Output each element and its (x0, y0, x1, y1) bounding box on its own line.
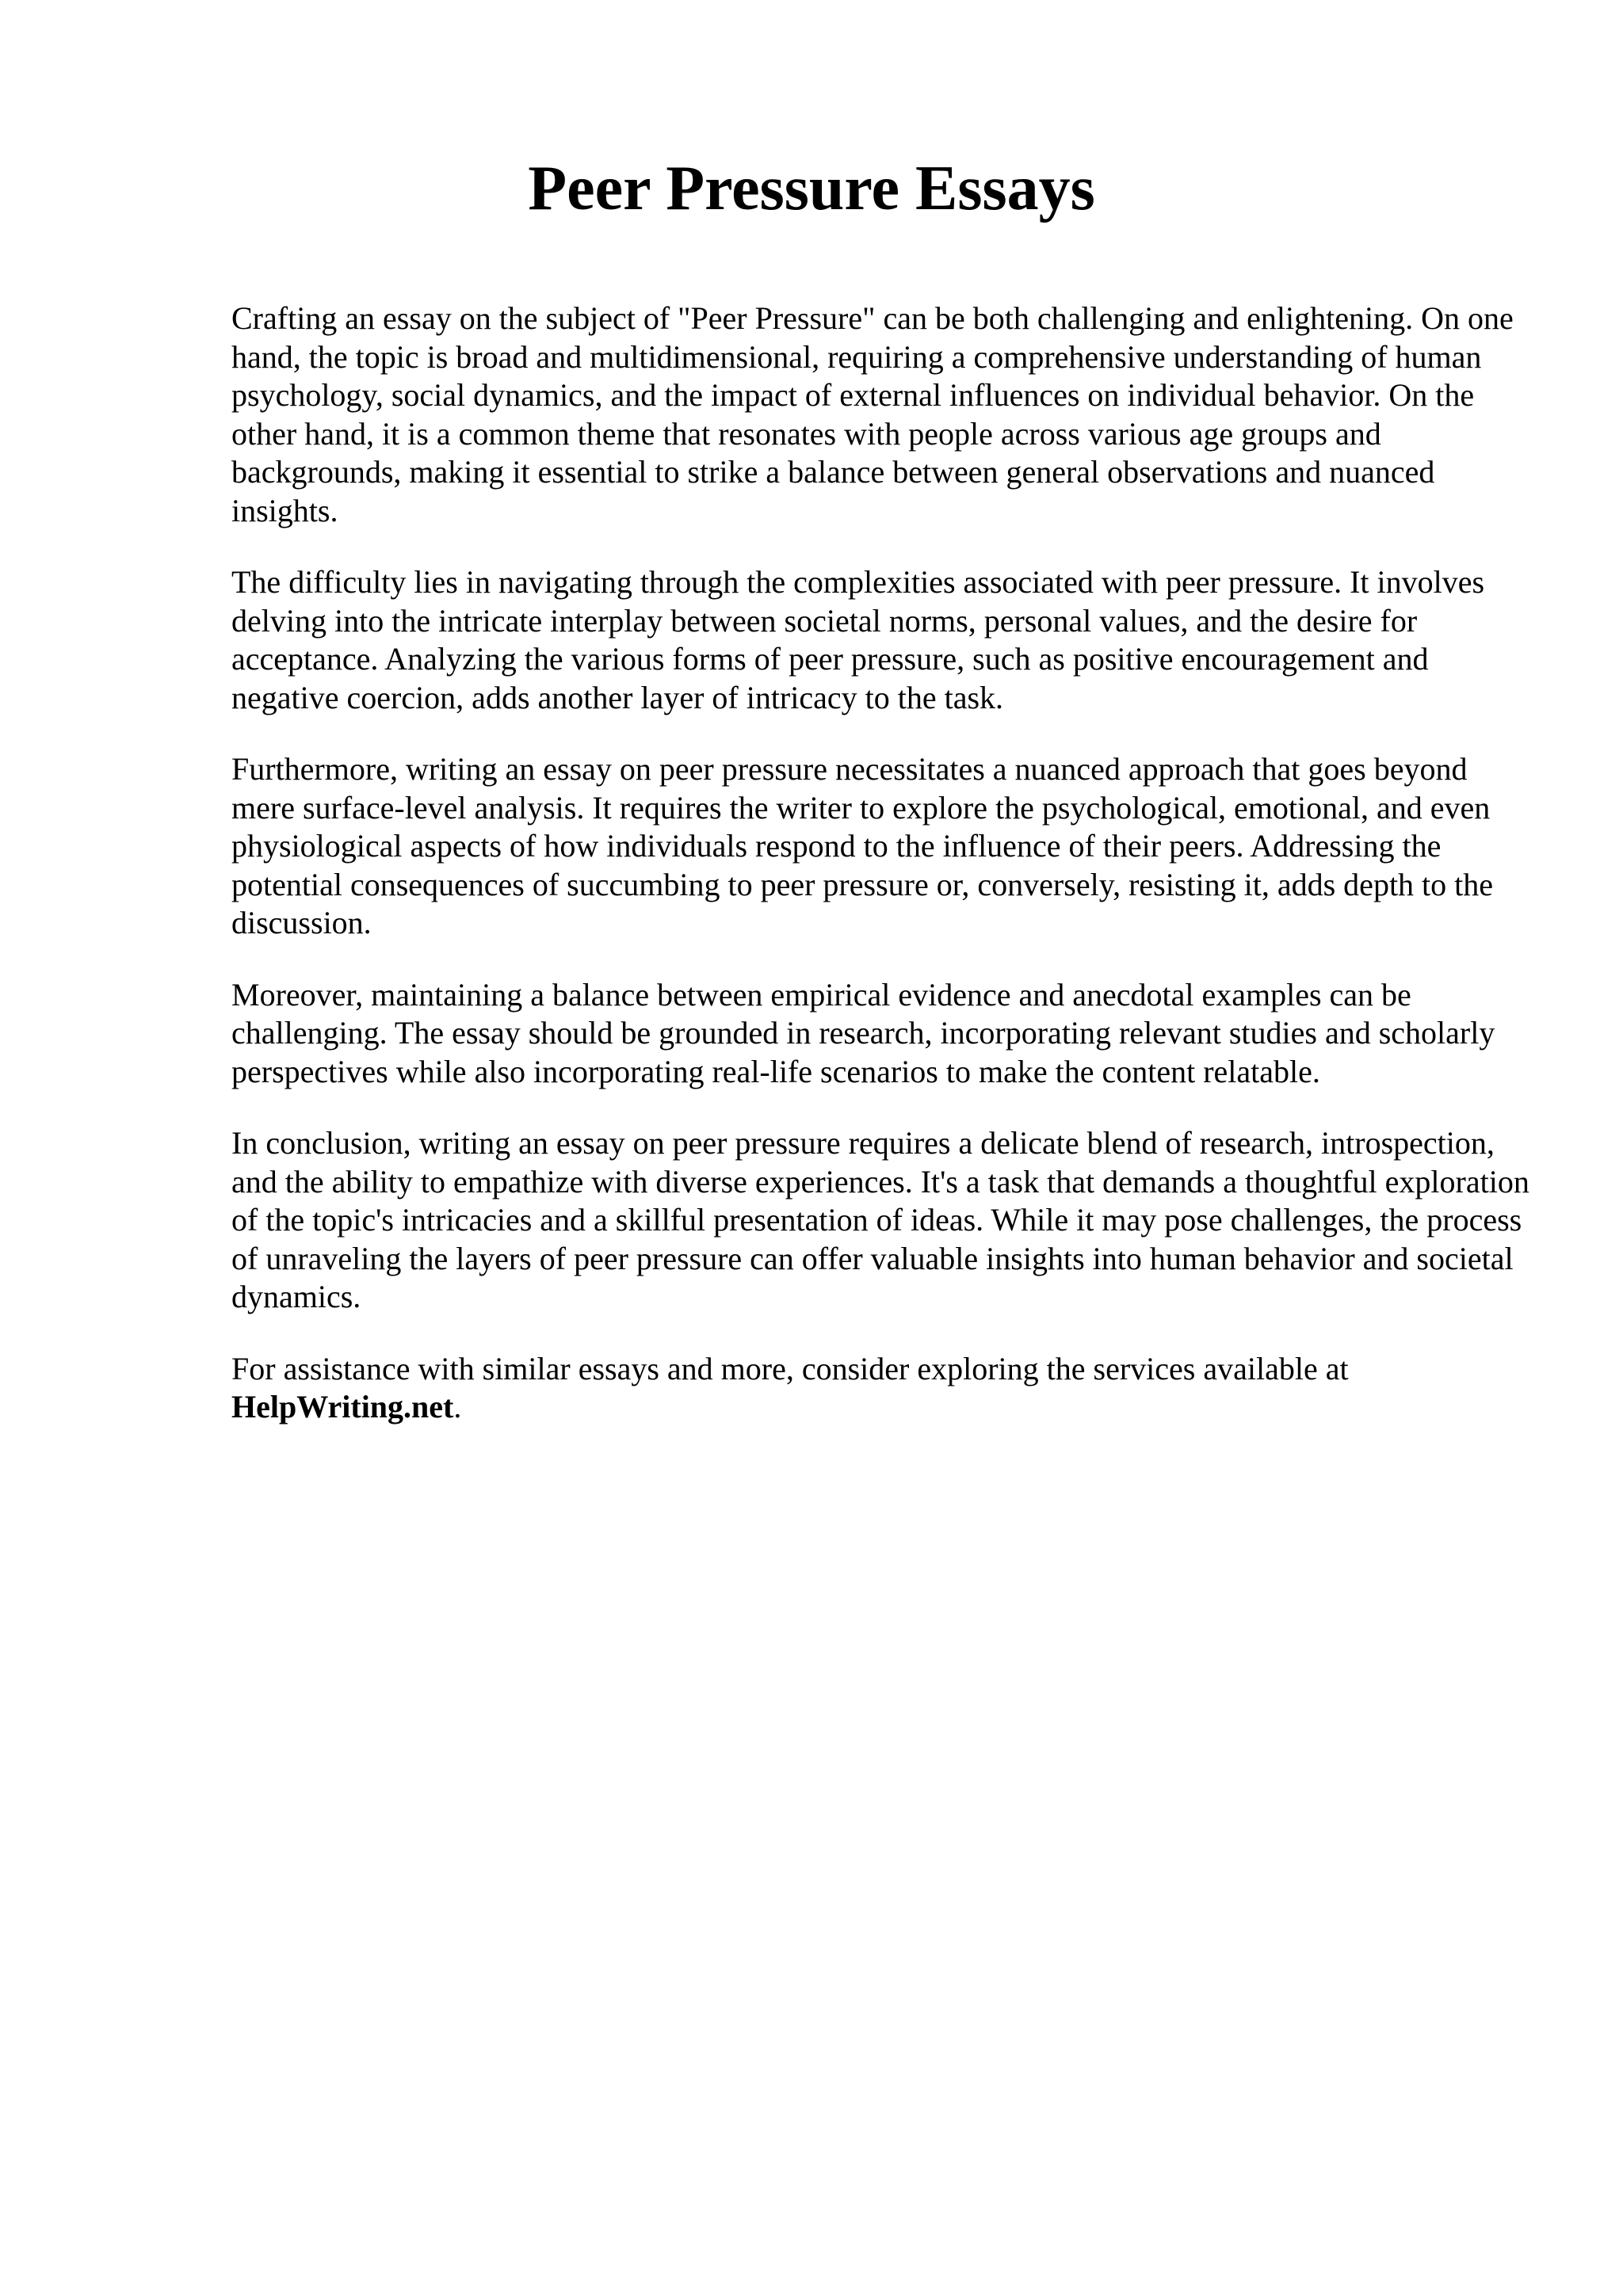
paragraph-intro: Crafting an essay on the subject of "Peer Pressure" can be both challenging and enlightening. On one hand, the topic is broad and multidimensional, requiring a comprehensive understanding of human psychology, social dynamics, and the impact of external influences on individual behavior. On the other hand, it is a common theme that resonates with people across various age groups and backgrounds, making it essential to strike a balance between general observations and nuanced insights. (231, 300, 1514, 528)
paragraph-difficulty: The difficulty lies in navigating through the complexities associated with peer pressure. It involves delving into the intricate interplay between societal norms, personal values, and the desire for acceptance. Analyzing the various forms of peer pressure, such as positive encouragement and negative coercion, adds another layer of intricacy to the task. (231, 564, 1485, 715)
paragraph-furthermore: Furthermore, writing an essay on peer pressure necessitates a nuanced approach that goes beyond mere surface-level analysis. It requires the writer to explore the psychological, emotional, and even physiological aspects of how individuals respond to the influence of their peers. Addressing the potential consequences of succumbing to peer pressure or, conversely, resisting it, adds depth to the discussion. (231, 751, 1494, 940)
page-title: Peer Pressure Essays (528, 154, 1095, 223)
closing-text: For assistance with similar essays and more, consider exploring the services available at (231, 1350, 1349, 1386)
paragraph-closing (231, 1350, 1531, 1427)
helpwriting-link[interactable]: HelpWriting.net (231, 1389, 454, 1425)
essay-body (231, 299, 1531, 1427)
paragraph-moreover: Moreover, maintaining a balance between empirical evidence and anecdotal examples can be challenging. The essay should be grounded in research, incorporating relevant studies and scholarly perspectives while also incorporating real-life scenarios to make the content relatable. (231, 976, 1495, 1089)
closing-suffix: . (453, 1389, 462, 1425)
paragraph-conclusion: In conclusion, writing an essay on peer pressure requires a delicate blend of research, introspection, and the ability to empathize with diverse experiences. It's a task that demands a thoughtful exploration of the topic's intricacies and a skillful presentation of ideas. While it may pose challenges, the process of unraveling the layers of peer pressure can offer valuable insights into human behavior and societal dynamics. (231, 1125, 1529, 1314)
